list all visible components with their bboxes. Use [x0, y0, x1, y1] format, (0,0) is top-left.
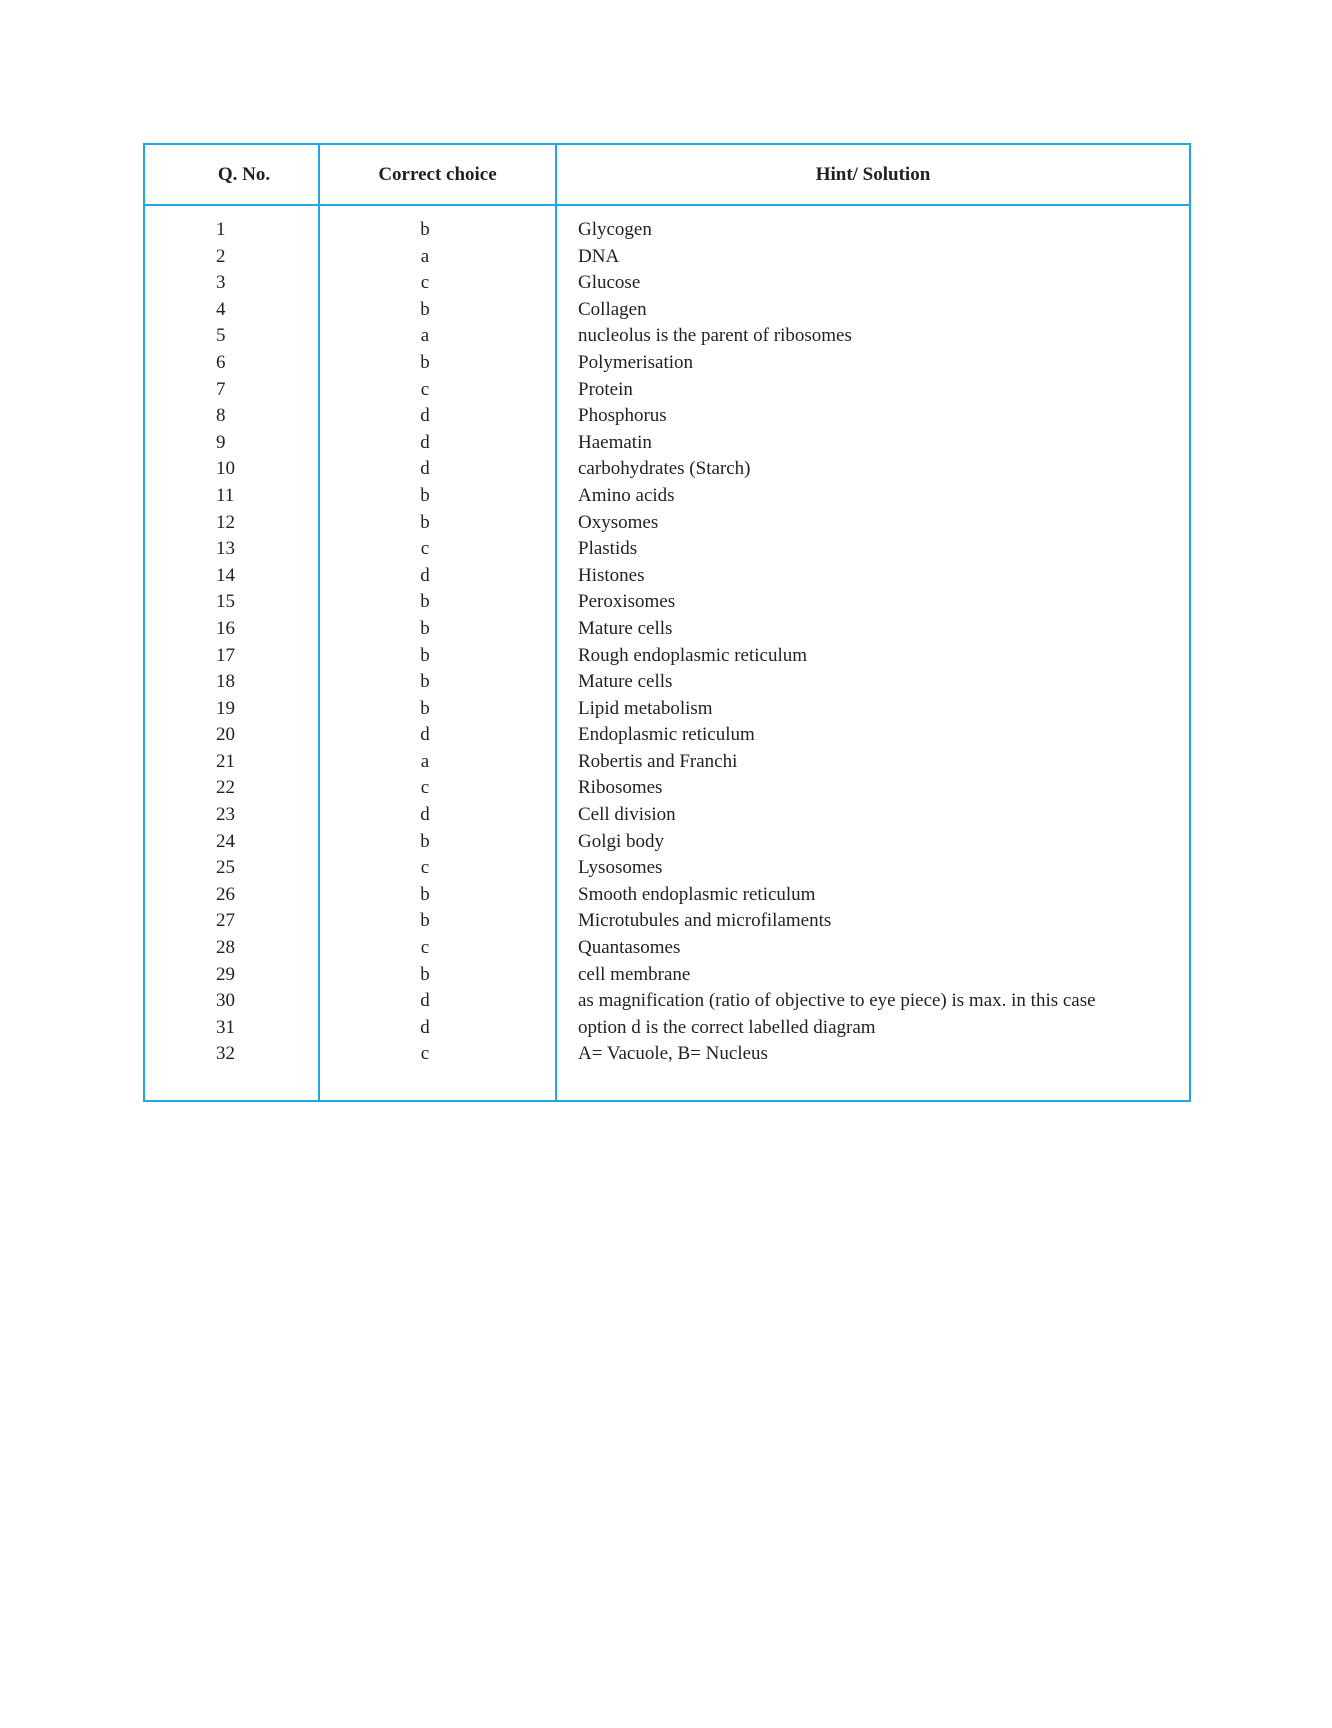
- table-row: [145, 802, 1189, 829]
- hint-solution-cell: carbohydrates (Starch): [578, 458, 751, 480]
- hint-solution-cell: Smooth endoplasmic reticulum: [578, 883, 816, 905]
- table-row: [145, 669, 1189, 696]
- correct-choice-cell: b: [420, 298, 430, 320]
- table-row: [145, 510, 1189, 537]
- table-row: [145, 563, 1189, 590]
- answer-key-table: [143, 143, 1191, 1102]
- table-row: [145, 775, 1189, 802]
- table-row: [145, 244, 1189, 271]
- table-row: [145, 350, 1189, 377]
- correct-choice-cell: d: [420, 458, 430, 480]
- hint-solution-cell: Microtubules and microfilaments: [578, 910, 832, 932]
- table-row: [145, 1015, 1189, 1042]
- header-divider: [145, 204, 1189, 206]
- correct-choice-cell: b: [420, 910, 430, 932]
- question-number-cell: 6: [216, 351, 226, 373]
- correct-choice-cell: a: [420, 325, 430, 347]
- hint-solution-cell: Plastids: [578, 538, 638, 560]
- question-number-cell: 14: [216, 564, 235, 586]
- hint-solution-cell: Amino acids: [578, 484, 675, 506]
- correct-choice-cell: d: [420, 990, 430, 1012]
- correct-choice-cell: c: [420, 857, 430, 879]
- correct-choice-cell: b: [420, 351, 430, 373]
- table-row: [145, 217, 1189, 244]
- question-number-cell: 10: [216, 458, 235, 480]
- header-correct-choice: Correct choice: [378, 164, 497, 185]
- correct-choice-cell: c: [420, 1043, 430, 1065]
- question-number-cell: 19: [216, 697, 235, 719]
- correct-choice-cell: b: [420, 617, 430, 639]
- table-row: [145, 616, 1189, 643]
- question-number-cell: 17: [216, 644, 235, 666]
- question-number-cell: 12: [216, 511, 235, 533]
- hint-solution-cell: Golgi body: [578, 830, 665, 852]
- hint-solution-cell: Polymerisation: [578, 351, 694, 373]
- question-number-cell: 16: [216, 617, 235, 639]
- table-row: [145, 962, 1189, 989]
- correct-choice-cell: b: [420, 883, 430, 905]
- question-number-cell: 23: [216, 804, 235, 826]
- table-row: [145, 722, 1189, 749]
- hint-solution-cell: Glycogen: [578, 219, 652, 240]
- correct-choice-cell: a: [420, 245, 430, 267]
- question-number-cell: 29: [216, 963, 235, 985]
- hint-solution-cell: DNA: [578, 245, 620, 267]
- correct-choice-cell: b: [420, 671, 430, 693]
- question-number-cell: 15: [216, 591, 235, 613]
- question-number-cell: 30: [216, 990, 235, 1012]
- table-row: [145, 935, 1189, 962]
- table-row: [145, 377, 1189, 404]
- correct-choice-cell: d: [420, 804, 430, 826]
- question-number-cell: 32: [216, 1043, 235, 1065]
- correct-choice-cell: d: [420, 564, 430, 586]
- hint-solution-cell: Mature cells: [578, 671, 673, 693]
- table-row: [145, 430, 1189, 457]
- table-row: [145, 483, 1189, 510]
- question-number-cell: 7: [216, 378, 226, 400]
- hint-solution-cell: nucleolus is the parent of ribosomes: [578, 325, 852, 347]
- correct-choice-cell: c: [420, 777, 430, 799]
- question-number-cell: 11: [216, 484, 235, 506]
- correct-choice-cell: b: [420, 963, 430, 985]
- table-row: [145, 536, 1189, 563]
- hint-solution-cell: Collagen: [578, 298, 647, 320]
- table-row: [145, 323, 1189, 350]
- correct-choice-cell: c: [420, 538, 430, 560]
- hint-solution-cell: Glucose: [578, 272, 641, 294]
- question-number-cell: 2: [216, 245, 226, 267]
- table-row: [145, 882, 1189, 909]
- correct-choice-cell: b: [420, 591, 430, 613]
- hint-solution-cell: Histones: [578, 564, 645, 586]
- header-question-number: Q. No.: [217, 164, 271, 185]
- hint-solution-cell: Oxysomes: [578, 511, 659, 533]
- correct-choice-cell: d: [420, 724, 430, 746]
- correct-choice-cell: b: [420, 830, 430, 852]
- table-row: [145, 1041, 1189, 1068]
- question-number-cell: 25: [216, 857, 235, 879]
- question-number-cell: 24: [216, 830, 235, 852]
- table-row: [145, 456, 1189, 483]
- hint-solution-cell: Ribosomes: [578, 777, 663, 799]
- correct-choice-cell: c: [420, 937, 430, 959]
- correct-choice-cell: b: [420, 484, 430, 506]
- hint-solution-cell: Protein: [578, 378, 633, 400]
- hint-solution-cell: Haematin: [578, 431, 652, 453]
- question-number-cell: 26: [216, 883, 235, 905]
- correct-choice-cell: a: [420, 750, 430, 772]
- hint-solution-cell: Quantasomes: [578, 937, 681, 959]
- hint-solution-cell: Lysosomes: [578, 857, 663, 879]
- hint-solution-cell: Mature cells: [578, 617, 673, 639]
- table-row: [145, 908, 1189, 935]
- hint-solution-cell: Endoplasmic reticulum: [578, 724, 755, 746]
- question-number-cell: 4: [216, 298, 226, 320]
- question-number-cell: 31: [216, 1016, 235, 1038]
- correct-choice-cell: b: [420, 511, 430, 533]
- question-number-cell: 1: [216, 219, 226, 240]
- header-hint-solution: Hint/ Solution: [815, 164, 931, 185]
- table-row: [145, 403, 1189, 430]
- hint-solution-cell: as magnification (ratio of objective to eye piece) is max. in this case: [578, 990, 1096, 1012]
- table-row: [145, 829, 1189, 856]
- question-number-cell: 28: [216, 937, 235, 959]
- correct-choice-cell: c: [420, 378, 430, 400]
- hint-solution-cell: Rough endoplasmic reticulum: [578, 644, 808, 666]
- question-number-cell: 18: [216, 671, 235, 693]
- hint-solution-cell: Lipid metabolism: [578, 697, 713, 719]
- question-number-cell: 20: [216, 724, 235, 746]
- question-number-cell: 5: [216, 325, 226, 347]
- correct-choice-cell: b: [420, 219, 430, 240]
- correct-choice-cell: b: [420, 697, 430, 719]
- table-row: [145, 855, 1189, 882]
- correct-choice-cell: c: [420, 272, 430, 294]
- question-number-cell: 13: [216, 538, 235, 560]
- question-number-cell: 3: [216, 272, 226, 294]
- correct-choice-cell: d: [420, 1016, 430, 1038]
- question-number-cell: 9: [216, 431, 226, 453]
- question-number-cell: 8: [216, 405, 226, 427]
- question-number-cell: 27: [216, 910, 235, 932]
- hint-solution-cell: Cell division: [578, 804, 676, 826]
- correct-choice-cell: d: [420, 405, 430, 427]
- correct-choice-cell: d: [420, 431, 430, 453]
- table-row: [145, 589, 1189, 616]
- table-row: [145, 297, 1189, 324]
- table-row: [145, 696, 1189, 723]
- table-row: [145, 749, 1189, 776]
- table-row: [145, 643, 1189, 670]
- table-body: [145, 217, 1189, 1068]
- question-number-cell: 22: [216, 777, 235, 799]
- correct-choice-cell: b: [420, 644, 430, 666]
- table-row: [145, 988, 1189, 1015]
- hint-solution-cell: A= Vacuole, B= Nucleus: [578, 1043, 768, 1065]
- table-row: [145, 270, 1189, 297]
- hint-solution-cell: Robertis and Franchi: [578, 750, 738, 772]
- hint-solution-cell: option d is the correct labelled diagram: [578, 1016, 876, 1038]
- question-number-cell: 21: [216, 750, 235, 772]
- hint-solution-cell: Phosphorus: [578, 405, 667, 427]
- hint-solution-cell: Peroxisomes: [578, 591, 676, 613]
- hint-solution-cell: cell membrane: [578, 963, 691, 985]
